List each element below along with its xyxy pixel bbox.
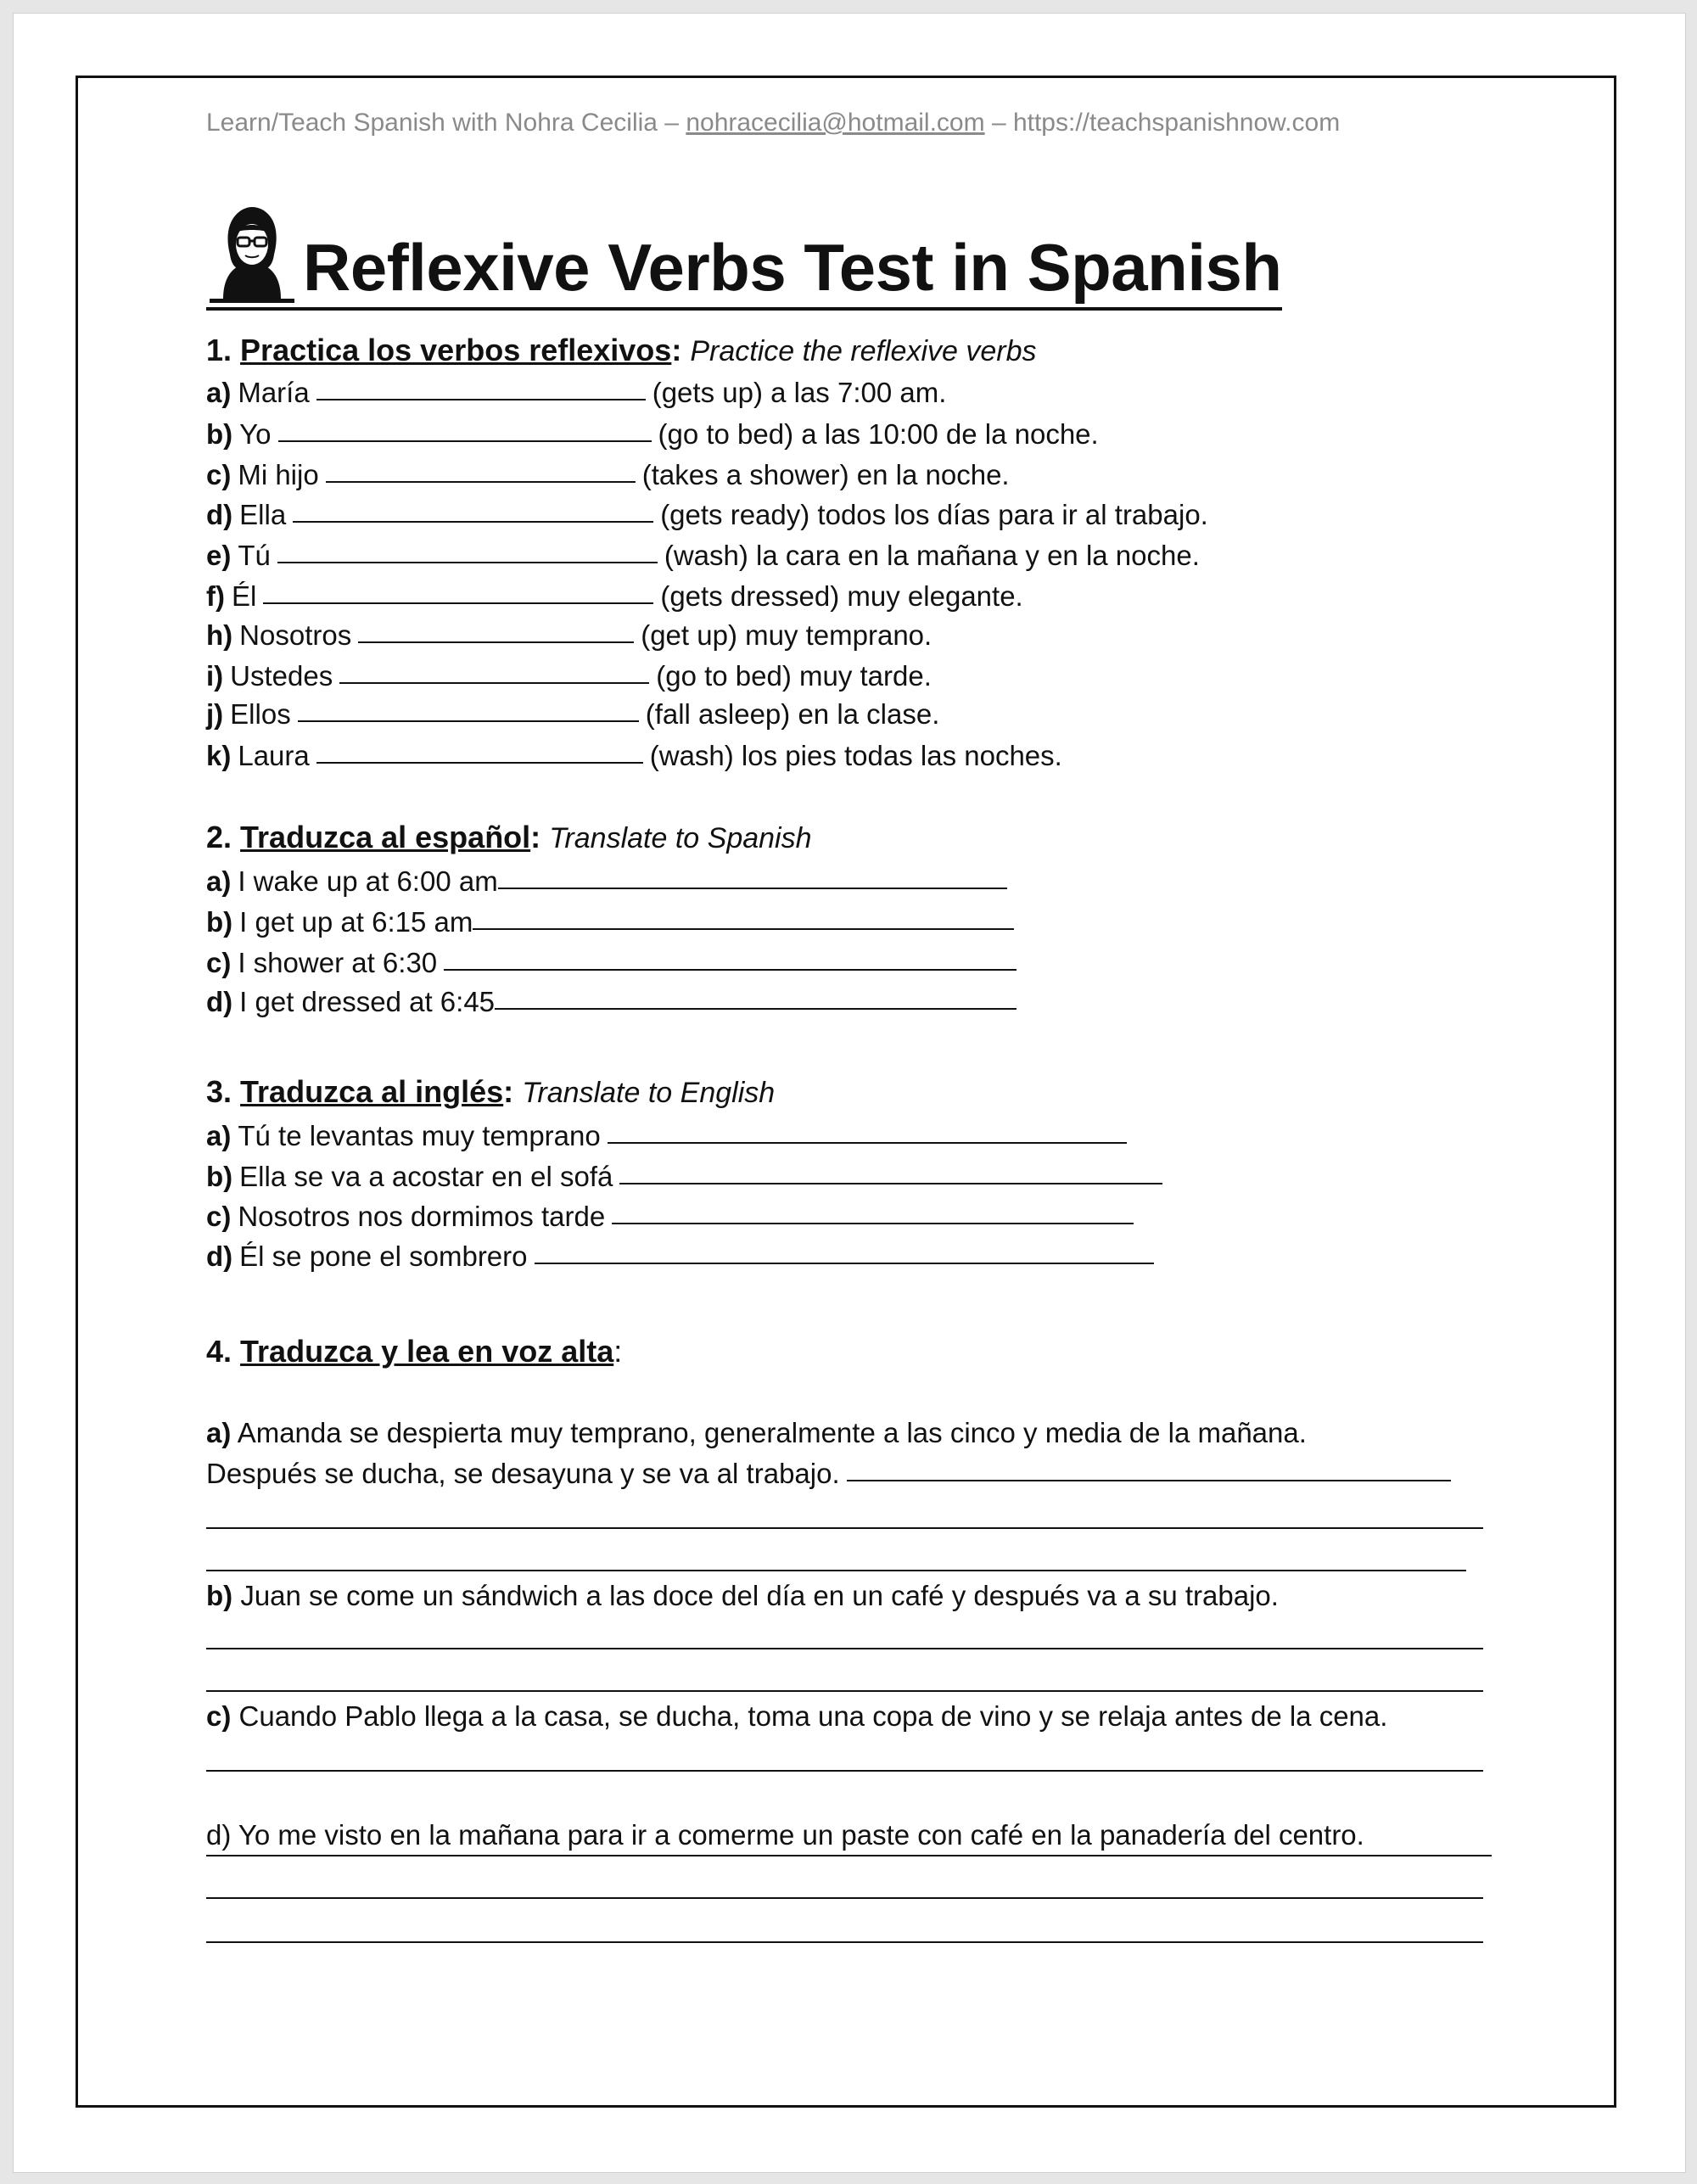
answer-line[interactable] bbox=[206, 1527, 1483, 1529]
item-letter: b) bbox=[206, 906, 233, 938]
exercise-line bbox=[206, 580, 1023, 613]
exercise-line bbox=[206, 660, 932, 692]
section-title: Traduzca al español bbox=[240, 820, 531, 854]
answer-blank[interactable] bbox=[277, 560, 658, 563]
exercise-line bbox=[206, 906, 1021, 938]
exercise-line bbox=[206, 540, 1200, 572]
answer-blank[interactable] bbox=[608, 1140, 1127, 1144]
item-subject: Mi hijo bbox=[238, 459, 319, 490]
item-rest: (fall asleep) en la clase. bbox=[645, 698, 940, 730]
section-2-heading bbox=[206, 820, 812, 855]
item-letter: e) bbox=[206, 540, 232, 571]
answer-blank[interactable] bbox=[263, 601, 653, 604]
item-letter: i) bbox=[206, 660, 224, 692]
answer-blank[interactable] bbox=[278, 439, 652, 442]
page-title: Reflexive Verbs Test in Spanish bbox=[303, 230, 1282, 305]
exercise-line bbox=[206, 1201, 1140, 1233]
item-letter: b) bbox=[206, 1161, 233, 1192]
item-letter: c) bbox=[206, 1700, 232, 1732]
item-text: Nosotros nos dormimos tarde bbox=[238, 1201, 606, 1232]
paragraph-a-line1 bbox=[206, 1417, 1307, 1449]
item-text: I wake up at 6:00 am bbox=[238, 865, 498, 897]
item-letter: k) bbox=[206, 740, 232, 771]
section-title: Practica los verbos reflexivos bbox=[240, 333, 672, 367]
section-number: 1. bbox=[206, 333, 232, 367]
item-rest: (gets up) a las 7:00 am. bbox=[652, 377, 947, 408]
colon: : bbox=[530, 820, 541, 854]
item-subject: Tú bbox=[238, 540, 271, 571]
colon: : bbox=[671, 333, 682, 367]
header-line bbox=[206, 109, 1340, 137]
answer-blank[interactable] bbox=[619, 1181, 1162, 1184]
item-letter: d) bbox=[206, 499, 233, 530]
exercise-line bbox=[206, 698, 939, 731]
answer-blank[interactable] bbox=[339, 680, 649, 684]
section-english: Translate to Spanish bbox=[549, 822, 812, 854]
item-text: I shower at 6:30 bbox=[238, 947, 438, 978]
item-rest: (go to bed) muy tarde. bbox=[656, 660, 932, 692]
answer-blank[interactable] bbox=[495, 1006, 1017, 1010]
answer-blank[interactable] bbox=[498, 886, 1007, 889]
answer-blank[interactable] bbox=[847, 1478, 1451, 1481]
item-letter: j) bbox=[206, 698, 224, 730]
item-subject: Nosotros bbox=[239, 619, 352, 651]
item-rest: (wash) la cara en la mañana y en la noche. bbox=[664, 540, 1200, 571]
teacher-avatar-icon bbox=[206, 204, 298, 304]
answer-blank[interactable] bbox=[326, 479, 636, 483]
title-block bbox=[206, 204, 1282, 311]
item-letter: h) bbox=[206, 619, 233, 651]
header-suffix: – https://teachspanishnow.com bbox=[991, 109, 1341, 137]
item-letter: d) bbox=[206, 1240, 233, 1272]
exercise-line bbox=[206, 619, 932, 652]
answer-blank[interactable] bbox=[358, 640, 634, 643]
item-letter: a) bbox=[206, 1120, 232, 1151]
item-rest: (wash) los pies todas las noches. bbox=[649, 740, 1062, 771]
answer-blank[interactable] bbox=[535, 1261, 1154, 1264]
item-text: Ella se va a acostar en el sofá bbox=[239, 1161, 613, 1192]
exercise-line bbox=[206, 865, 1014, 898]
answer-blank[interactable] bbox=[316, 760, 643, 764]
item-text: Tú te levantas muy temprano bbox=[238, 1120, 601, 1151]
section-4-heading bbox=[206, 1334, 622, 1369]
item-rest: (takes a shower) en la noche. bbox=[641, 459, 1010, 490]
header-prefix: Learn/Teach Spanish with Nohra Cecilia – bbox=[206, 109, 679, 137]
item-rest: (gets dressed) muy elegante. bbox=[660, 580, 1023, 612]
paragraph-d bbox=[206, 1819, 1364, 1851]
exercise-line bbox=[206, 418, 1099, 451]
exercise-line bbox=[206, 459, 1010, 491]
answer-blank[interactable] bbox=[316, 397, 646, 400]
answer-line[interactable] bbox=[206, 1648, 1483, 1649]
item-rest: (gets ready) todos los días para ir al trabajo. bbox=[660, 499, 1208, 530]
section-number: 3. bbox=[206, 1074, 232, 1109]
answer-line[interactable] bbox=[206, 1897, 1483, 1899]
answer-blank[interactable] bbox=[444, 967, 1017, 971]
item-subject: María bbox=[238, 377, 310, 408]
item-text: d) Yo me visto en la mañana para ir a comerme un paste con café en la panadería del centro. bbox=[206, 1819, 1364, 1851]
item-subject: Él bbox=[231, 580, 257, 612]
answer-line[interactable] bbox=[206, 1941, 1483, 1943]
exercise-line bbox=[206, 377, 946, 409]
section-title: Traduzca al inglés bbox=[240, 1074, 504, 1109]
item-rest: (go to bed) a las 10:00 de la noche. bbox=[658, 418, 1099, 450]
section-english: Translate to English bbox=[522, 1077, 776, 1109]
exercise-line bbox=[206, 1161, 1169, 1193]
section-1-heading bbox=[206, 333, 1037, 368]
item-letter: d) bbox=[206, 986, 233, 1017]
answer-line[interactable] bbox=[206, 1690, 1483, 1692]
paragraph-a-line2 bbox=[206, 1458, 1458, 1490]
answer-blank[interactable] bbox=[612, 1221, 1134, 1224]
item-text: I get up at 6:15 am bbox=[239, 906, 473, 938]
exercise-line bbox=[206, 499, 1208, 531]
answer-line[interactable] bbox=[206, 1570, 1466, 1571]
item-letter: b) bbox=[206, 418, 233, 450]
item-text: Él se pone el sombrero bbox=[239, 1240, 528, 1272]
item-letter: c) bbox=[206, 459, 232, 490]
answer-blank[interactable] bbox=[298, 719, 639, 722]
item-subject: Ustedes bbox=[230, 660, 333, 692]
item-subject: Yo bbox=[239, 418, 272, 450]
item-letter: a) bbox=[206, 377, 232, 408]
item-rest: (get up) muy temprano. bbox=[641, 619, 933, 651]
item-text: Amanda se despierta muy temprano, generalmente a las cinco y media de la mañana. bbox=[237, 1417, 1307, 1448]
item-subject: Ella bbox=[239, 499, 287, 530]
colon: : bbox=[503, 1074, 514, 1109]
exercise-line bbox=[206, 1240, 1161, 1273]
section-number: 2. bbox=[206, 820, 232, 854]
item-text: I get dressed at 6:45 bbox=[239, 986, 496, 1017]
item-letter: a) bbox=[206, 865, 232, 897]
item-text: Después se ducha, se desayuna y se va al trabajo. bbox=[206, 1458, 840, 1489]
item-letter: c) bbox=[206, 947, 232, 978]
item-letter: a) bbox=[206, 1417, 232, 1448]
exercise-line bbox=[206, 740, 1062, 772]
item-letter: b) bbox=[206, 1580, 233, 1611]
item-letter: c) bbox=[206, 1201, 232, 1232]
paragraph-b bbox=[206, 1580, 1279, 1612]
exercise-line bbox=[206, 947, 1023, 979]
exercise-line bbox=[206, 986, 1023, 1018]
item-text: Cuando Pablo llega a la casa, se ducha, toma una copa de vino y se relaja antes de la cena. bbox=[238, 1700, 1388, 1732]
section-title: Traduzca y lea en voz alta bbox=[240, 1334, 614, 1369]
section-number: 4. bbox=[206, 1334, 232, 1369]
paragraph-c bbox=[206, 1700, 1387, 1733]
answer-blank[interactable] bbox=[473, 927, 1014, 930]
answer-line[interactable] bbox=[206, 1770, 1483, 1772]
answer-blank[interactable] bbox=[293, 519, 653, 523]
item-text: Juan se come un sándwich a las doce del día en un café y después va a su trabajo. bbox=[240, 1580, 1279, 1611]
colon: : bbox=[613, 1334, 623, 1369]
item-letter: f) bbox=[206, 580, 225, 612]
header-email-link[interactable]: nohracecilia@hotmail.com bbox=[686, 109, 985, 137]
answer-line[interactable] bbox=[206, 1855, 1492, 1856]
exercise-line bbox=[206, 1120, 1134, 1152]
section-3-heading bbox=[206, 1074, 775, 1110]
section-english: Practice the reflexive verbs bbox=[690, 335, 1037, 367]
item-subject: Ellos bbox=[230, 698, 291, 730]
item-subject: Laura bbox=[238, 740, 310, 771]
